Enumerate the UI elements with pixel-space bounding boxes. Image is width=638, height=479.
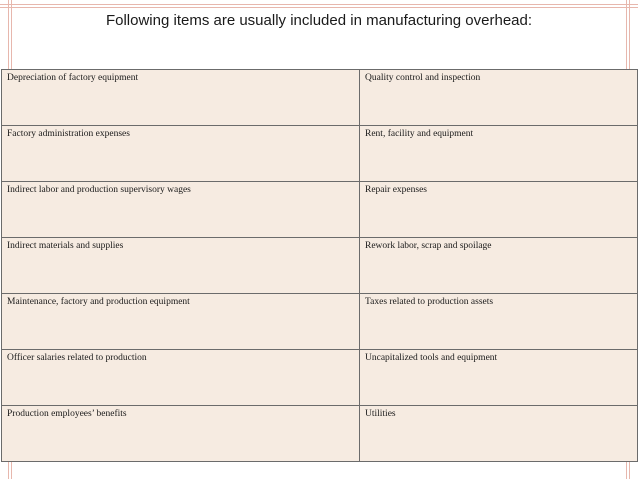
table-cell: Quality control and inspection <box>360 70 638 126</box>
table-row <box>2 238 638 294</box>
table-row <box>2 406 638 462</box>
table-cell: Factory administration expenses <box>2 126 360 182</box>
table-row <box>2 350 638 406</box>
table-row <box>2 126 638 182</box>
table-cell: Indirect labor and production supervisory wages <box>2 182 360 238</box>
table-row <box>2 182 638 238</box>
table-row <box>2 70 638 126</box>
table-cell: Taxes related to production assets <box>360 294 638 350</box>
table-cell: Uncapitalized tools and equipment <box>360 350 638 406</box>
table-cell: Rework labor, scrap and spoilage <box>360 238 638 294</box>
slide-title: Following items are usually included in manufacturing overhead: <box>105 12 533 29</box>
table-cell: Production employees’ benefits <box>2 406 360 462</box>
table-cell: Maintenance, factory and production equipment <box>2 294 360 350</box>
table-cell: Depreciation of factory equipment <box>2 70 360 126</box>
overhead-items-table <box>1 69 638 462</box>
table-cell: Officer salaries related to production <box>2 350 360 406</box>
table-row <box>2 294 638 350</box>
table-cell: Rent, facility and equipment <box>360 126 638 182</box>
table-cell: Repair expenses <box>360 182 638 238</box>
decorative-frame-top <box>0 4 638 8</box>
table-cell: Indirect materials and supplies <box>2 238 360 294</box>
table-cell: Utilities <box>360 406 638 462</box>
